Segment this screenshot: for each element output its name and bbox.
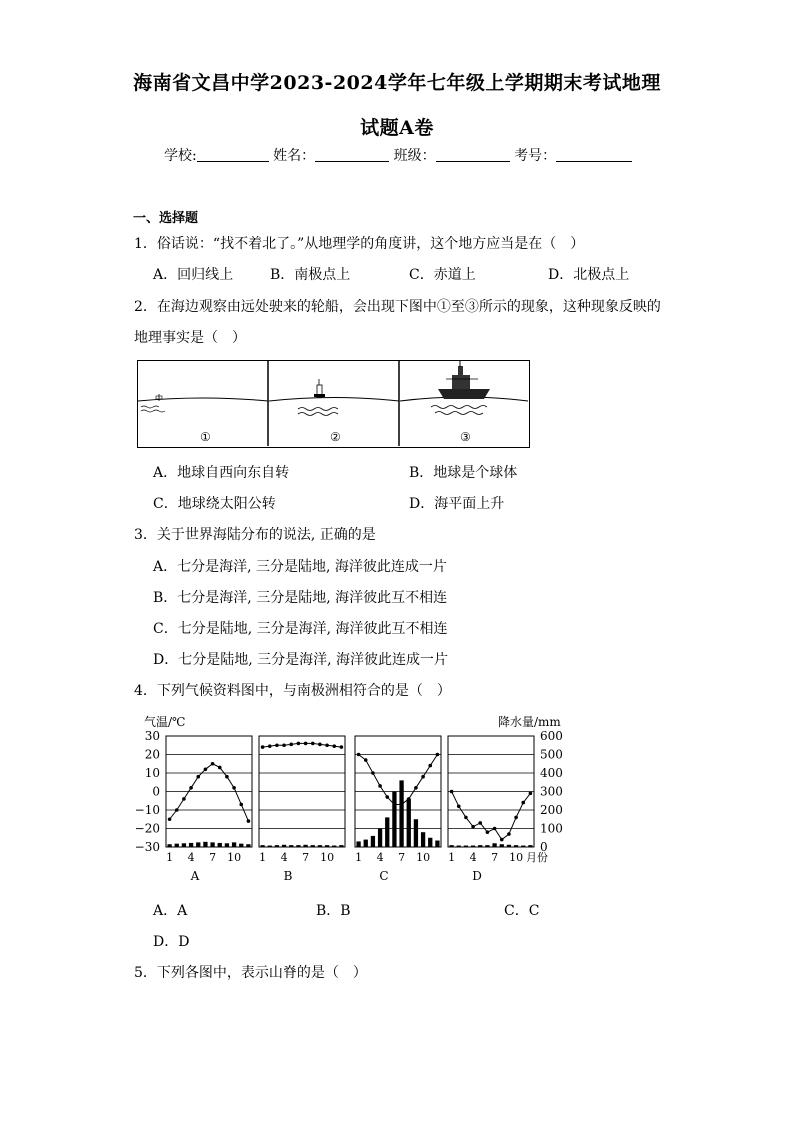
precip-bar-B (339, 845, 343, 847)
precip-bar-D (478, 845, 482, 847)
month-tick-label: 10 (227, 851, 242, 864)
month-tick-label: 10 (509, 851, 524, 864)
q4-option-d: D．D (153, 934, 190, 950)
exam-no-blank (556, 147, 632, 162)
temp-point-C (393, 803, 397, 807)
precip-tick-label: 200 (540, 803, 563, 817)
name-label: 姓名： (273, 148, 316, 164)
precip-bar-D (471, 846, 475, 847)
precip-bar-B (325, 845, 329, 847)
q3-option-d: D．七分是陆地, 三分是海洋, 海洋彼此连成一片 (153, 652, 449, 668)
precip-bar-B (303, 845, 307, 847)
precip-bar-A (239, 844, 243, 847)
precip-bar-B (282, 845, 286, 847)
temp-point-B (289, 743, 293, 747)
temp-point-C (378, 784, 382, 788)
temp-point-B (268, 744, 272, 748)
temp-point-A (168, 817, 172, 821)
precip-bar-C (371, 836, 375, 847)
precip-tick-label: 300 (540, 784, 563, 799)
precip-bar-C (385, 817, 389, 847)
temp-point-B (282, 743, 286, 747)
panel-label-C: C (379, 869, 389, 883)
temp-point-D (514, 816, 518, 820)
precip-bar-A (175, 844, 179, 847)
precip-bar-D (514, 845, 518, 847)
precip-bar-B (318, 845, 322, 847)
temp-point-D (478, 821, 482, 825)
page-title: 海南省文昌中学2023-2024学年七年级上学期期末考试地理 (133, 72, 661, 94)
q2-option-a: A．地球自西向东自转 (153, 465, 290, 481)
temp-line-D (452, 792, 531, 840)
q2-option-c: C．地球绕太阳公转 (153, 496, 276, 512)
precip-bar-D (492, 843, 496, 847)
page-subtitle: 试题A卷 (360, 117, 434, 139)
precip-bar-C (364, 840, 368, 847)
temp-point-B (275, 743, 279, 747)
temp-point-B (304, 742, 308, 746)
temp-point-A (247, 819, 251, 823)
temp-point-D (500, 838, 504, 842)
precip-axis-label: 降水量/mm (498, 715, 561, 729)
temp-point-B (297, 742, 301, 746)
temp-tick-label: −10 (134, 803, 160, 817)
precip-bar-A (232, 842, 236, 847)
ship-label-2: ② (330, 430, 341, 444)
temp-point-C (407, 797, 411, 801)
temp-axis-label: 气温/℃ (144, 715, 186, 729)
school-label: 学校: (164, 148, 197, 164)
precip-bar-C (428, 838, 432, 847)
q3-stem: 3．关于世界海陆分布的说法, 正确的是 (134, 527, 376, 543)
precip-bar-C (356, 841, 360, 847)
precip-bar-A (218, 843, 222, 847)
precip-bar-C (407, 799, 411, 847)
ship-panel-1 (138, 394, 268, 412)
temp-point-A (182, 797, 186, 801)
temp-tick-label: −20 (134, 821, 160, 836)
ship-panel-2 (269, 379, 399, 416)
precip-bar-A (182, 843, 186, 847)
month-tick-label: 7 (491, 851, 499, 864)
precip-bar-D (457, 846, 461, 847)
temp-point-D (493, 827, 497, 831)
precip-bar-B (275, 845, 279, 847)
temp-point-D (450, 790, 454, 794)
temp-point-D (471, 825, 475, 829)
ship-label-1: ① (200, 430, 211, 444)
temp-point-D (457, 805, 461, 809)
q1-option-c: C．赤道上 (409, 267, 476, 283)
month-tick-label: 1 (166, 851, 174, 864)
q4-option-a: A．A (153, 903, 188, 919)
month-tick-label: 4 (280, 851, 288, 864)
temp-point-C (357, 753, 361, 757)
q2-stem-line1: 2．在海边观察由远处驶来的轮船，会出现下图中①至③所示的现象，这种现象反映的 (134, 299, 661, 315)
precip-bar-D (449, 845, 453, 847)
q5-stem: 5．下列各图中，表示山脊的是（ ） (134, 965, 367, 981)
temp-point-A (204, 768, 208, 772)
temp-point-A (175, 808, 179, 812)
temp-point-D (464, 816, 468, 820)
temp-point-D (486, 830, 490, 834)
ship-panel-3 (400, 361, 528, 415)
temp-point-A (211, 762, 215, 766)
temp-line-A (170, 764, 249, 821)
temp-point-C (436, 753, 440, 757)
precip-bar-C (392, 792, 396, 848)
precip-tick-label: 100 (540, 821, 563, 836)
precip-bar-B (311, 845, 315, 847)
school-blank (197, 147, 269, 162)
precip-bar-A (210, 842, 214, 847)
precip-bar-A (225, 843, 229, 847)
panel-label-B: B (283, 869, 293, 883)
temp-tick-label: 20 (144, 747, 160, 762)
q2-option-b: B．地球是个球体 (409, 465, 518, 481)
temp-point-B (325, 743, 329, 747)
temp-tick-label: 10 (144, 766, 160, 780)
month-tick-label: 1 (259, 851, 267, 864)
precip-bar-D (521, 846, 525, 847)
temp-point-A (225, 775, 229, 779)
q2-option-d: D．海平面上升 (409, 496, 505, 512)
month-tick-label: 4 (187, 851, 195, 864)
precip-bar-D (464, 846, 468, 847)
q4-stem: 4．下列气候资料图中，与南极洲相符合的是（ ） (134, 683, 451, 699)
temp-point-B (340, 745, 344, 749)
temp-line-C (359, 755, 438, 805)
month-tick-label: 7 (302, 851, 310, 864)
temp-point-B (311, 742, 315, 746)
precip-bar-B (332, 846, 336, 847)
precip-bar-A (167, 844, 171, 847)
exam-no-label: 考号： (514, 148, 557, 164)
precip-tick-label: 600 (540, 729, 563, 743)
temp-point-A (218, 766, 222, 770)
temp-point-D (507, 832, 511, 836)
precip-tick-label: 400 (540, 766, 563, 780)
precip-bar-A (189, 843, 193, 847)
section-heading: 一、选择题 (133, 211, 199, 226)
precip-bar-A (196, 842, 200, 847)
q1-stem: 1．俗话说：“找不着北了。”从地理学的角度讲，这个地方应当是在（ ） (134, 236, 585, 252)
class-blank (436, 147, 510, 162)
temp-point-D (529, 792, 533, 796)
precip-bar-D (485, 845, 489, 847)
temp-point-A (189, 786, 193, 790)
q4-option-c: C．C (504, 903, 540, 919)
name-blank (315, 147, 389, 162)
month-tick-label: 7 (398, 851, 406, 864)
month-tick-label: 4 (469, 851, 477, 864)
ship-label-3: ③ (460, 430, 471, 444)
precip-bar-C (421, 832, 425, 847)
q4-option-b: B．B (316, 903, 351, 919)
q1-option-d: D．北极点上 (548, 267, 630, 283)
precip-bar-B (289, 845, 293, 847)
temp-point-A (232, 786, 236, 790)
precip-bar-D (528, 845, 532, 847)
temp-point-C (371, 771, 375, 775)
panel-label-A: A (190, 869, 200, 883)
temp-point-C (421, 775, 425, 779)
month-tick-label: 1 (355, 851, 363, 864)
month-tick-label: 1 (448, 851, 456, 864)
temp-point-C (428, 764, 432, 768)
temp-point-A (239, 803, 243, 807)
month-tick-label: 10 (320, 851, 335, 864)
precip-tick-label: 500 (540, 747, 563, 762)
precip-bar-C (399, 780, 403, 847)
month-tick-label: 10 (416, 851, 431, 864)
precip-bar-D (507, 845, 511, 847)
temp-point-C (414, 786, 418, 790)
q3-option-a: A．七分是海洋, 三分是陆地, 海洋彼此连成一片 (153, 559, 447, 575)
precip-bar-B (268, 846, 272, 847)
precip-bar-B (260, 845, 264, 847)
temp-point-B (332, 744, 336, 748)
precip-tick-label: 0 (540, 840, 548, 854)
q3-option-b: B．七分是海洋, 三分是陆地, 海洋彼此互不相连 (153, 590, 448, 606)
temp-point-B (318, 743, 322, 747)
q1-option-b: B．南极点上 (270, 267, 351, 283)
temp-point-C (385, 795, 389, 799)
temp-line-B (263, 743, 342, 747)
precip-bar-A (246, 844, 250, 847)
class-label: 班级： (393, 148, 436, 164)
ship-figure (137, 360, 530, 448)
month-unit-label: 月份 (526, 851, 548, 864)
q1-option-a: A．回归线上 (153, 267, 234, 283)
precip-bar-C (435, 841, 439, 847)
temp-tick-label: 30 (144, 729, 160, 743)
temp-point-B (261, 745, 265, 749)
precip-bar-D (500, 844, 504, 847)
temp-point-C (364, 758, 368, 762)
temp-point-C (400, 803, 404, 807)
temp-point-D (521, 801, 525, 805)
panel-label-D: D (472, 869, 482, 883)
precip-bar-B (296, 845, 300, 847)
climate-charts (134, 712, 580, 890)
student-info (164, 145, 632, 165)
temp-tick-label: 0 (152, 784, 160, 799)
month-tick-label: 4 (376, 851, 384, 864)
precip-bar-C (378, 829, 382, 848)
q2-stem-line2: 地理事实是（ ） (134, 330, 246, 346)
precip-bar-C (414, 819, 418, 847)
q3-option-c: C．七分是陆地, 三分是海洋, 海洋彼此互不相连 (153, 621, 448, 637)
month-tick-label: 7 (209, 851, 217, 864)
precip-bar-A (203, 842, 207, 847)
temp-tick-label: −30 (134, 840, 160, 854)
temp-point-A (196, 775, 200, 779)
